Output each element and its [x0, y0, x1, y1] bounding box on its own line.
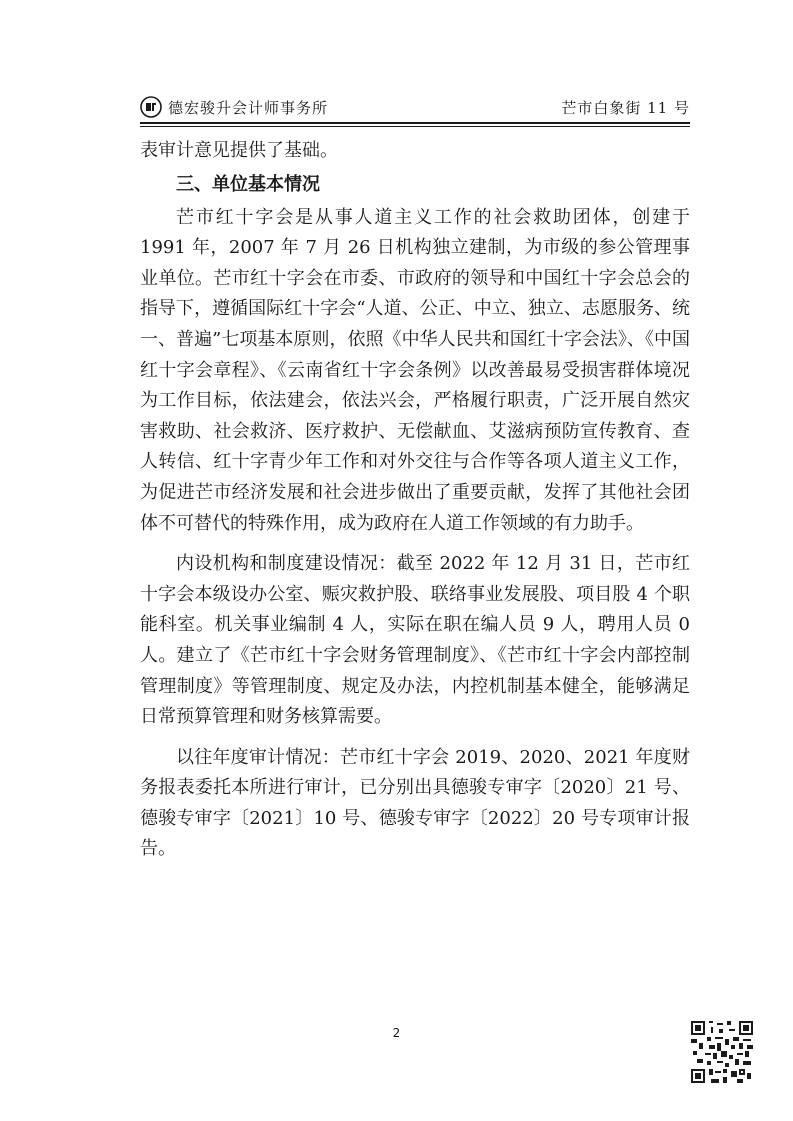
- header-rule-thin: [140, 126, 690, 127]
- document-body: [140, 136, 690, 865]
- paragraph-organization: 内设机构和制度建设情况：截至 2022 年 12 月 31 日，芒市红十字会本级设办公室、赈灾救护股、联络事业发展股、项目股 4 个职能科室。机关事业编制 4 人，实际在职在编人员 9 人，聘用人员 0 人。建立了《芒市红十字会财务管理制度》、《芒市红十字会内部控制管理制度》等管理制度、规定及办法，内控机制基本健全，能够满足日常预算管理和财务核算需要。: [140, 553, 690, 728]
- firm-name: 德宏骏升会计师事务所: [168, 99, 329, 117]
- paragraph-overview: 芒市红十字会是从事人道主义工作的社会救助团体，创建于 1991 年，2007 年 7 月 26 日机构独立建制，为市级的参公管理事业单位。芒市红十字会在市委、市政府的领导和中国红十字会总会的指导下，遵循国际红十字会“人道、公正、中立、独立、志愿服务、统一、普遍”七项基本原则，依照《中华人民共和国红十字会法》、《中国红十字会章程》、《云南省红十字会条例》以改善最易受损害群体境况为工作目标，依法建会，依法兴会，严格履行职责，广泛开展自然灾害救助、社会救济、医疗救护、无偿献血、艾滋病预防宣传教育、查人转信、红十字青少年工作和对外交往与合作等各项人道主义工作，为促进芒市经济发展和社会进步做出了重要贡献，发挥了其他社会团体不可替代的特殊作用，成为政府在人道工作领域的有力助手。: [140, 206, 690, 534]
- section-title: 三、单位基本情况: [176, 173, 320, 195]
- paragraph-prior-audits: 以往年度审计情况：芒市红十字会 2019、2020、2021 年度财务报表委托本所进行审计，已分别出具德骏专审字〔2020〕21 号、德骏专审字〔2021〕10 号、德骏专审字〔2022〕20 号专项审计报告。: [140, 746, 690, 860]
- firm-address: 芒市白象街 11 号: [561, 99, 690, 117]
- page-number: 2: [392, 1026, 401, 1040]
- firm-logo-icon: [140, 96, 162, 118]
- header-rule-thick: [140, 122, 690, 124]
- continuation-text: 表审计意见提供了基础。: [140, 140, 338, 161]
- qr-code-icon: [689, 1019, 755, 1085]
- page-header: [140, 92, 690, 126]
